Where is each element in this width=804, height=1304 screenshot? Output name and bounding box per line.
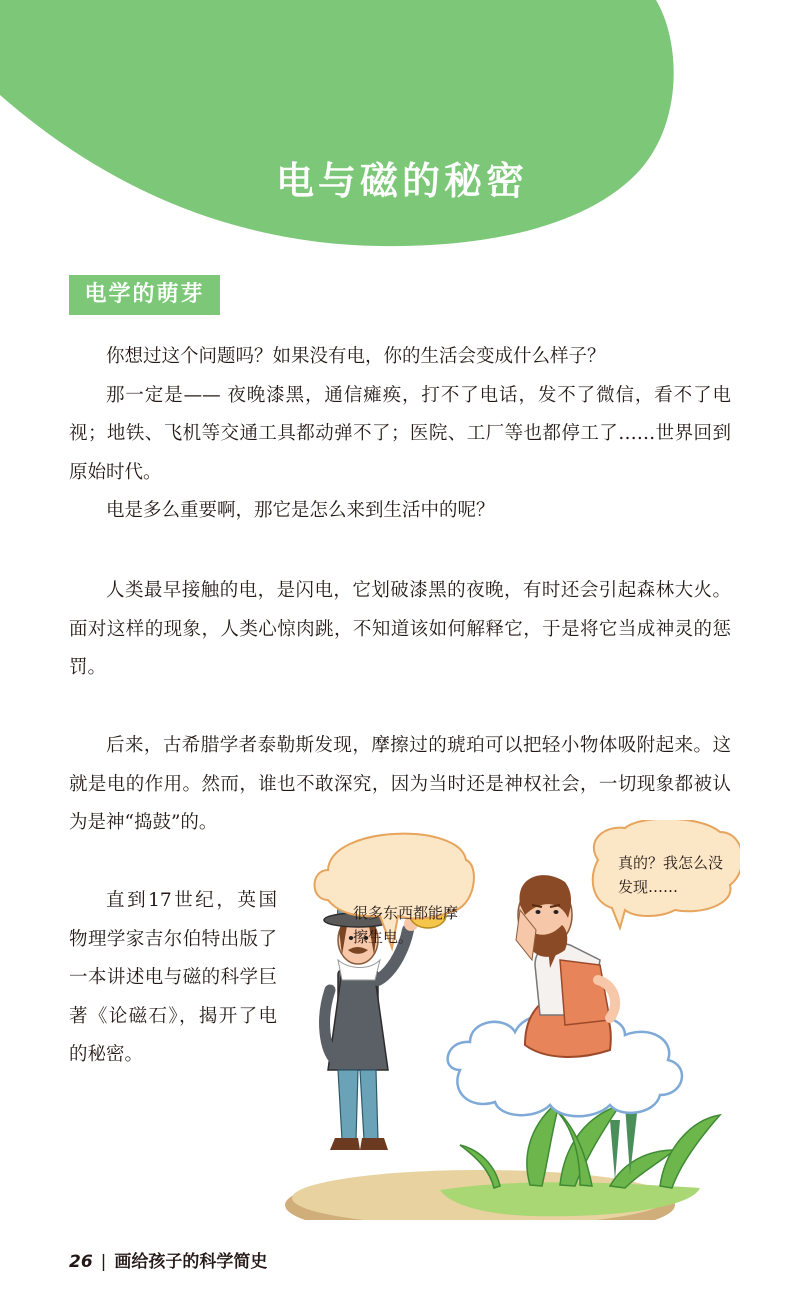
text-block-lightning (69, 572, 731, 688)
text-block-intro (69, 338, 731, 531)
section-tag: 电学的萌芽 (69, 275, 220, 315)
paragraph: 那一定是—— 夜晚漆黑，通信瘫痪，打不了电话，发不了微信，看不了电视；地铁、飞机等交通工具都动弹不了；医院、工厂等也都停工了……世界回到原始时代。 (69, 384, 731, 483)
bubble-text-thales: 真的？我怎么没发现…… (618, 854, 724, 896)
text-block-gilbert (69, 882, 277, 1075)
paragraph: 人类最早接触的电，是闪电，它划破漆黑的夜晚，有时还会引起森林大火。面对这样的现象，人类心惊肉跳，不知道该如何解释它，于是将它当成神灵的惩罚。 (69, 580, 731, 678)
page-footer (69, 1247, 267, 1272)
chapter-title: 电与磁的秘密 (275, 159, 528, 203)
paragraph: 你想过这个问题吗？如果没有电，你的生活会变成什么样子？ (106, 346, 606, 367)
paragraph: 直到17世纪，英国物理学家吉尔伯特出版了一本讲述电与磁的科学巨著《论磁石》，揭开了电的秘密。 (69, 890, 277, 1065)
footer-separator: | (100, 1252, 107, 1272)
paragraph: 后来，古希腊学者泰勒斯发现，摩擦过的琥珀可以把轻小物体吸附起来。这就是电的作用。然而，谁也不敢深究，因为当时还是神权社会，一切现象都被认为是神“捣鼓”的。 (69, 735, 731, 833)
header-background (0, 0, 804, 260)
bubble-text-gilbert: 很多东西都能摩擦生电。 (353, 904, 459, 946)
book-title: 画给孩子的科学简史 (114, 1252, 268, 1272)
page-number: 26 (69, 1252, 93, 1272)
paragraph: 电是多么重要啊，那它是怎么来到生活中的呢？ (106, 500, 495, 521)
